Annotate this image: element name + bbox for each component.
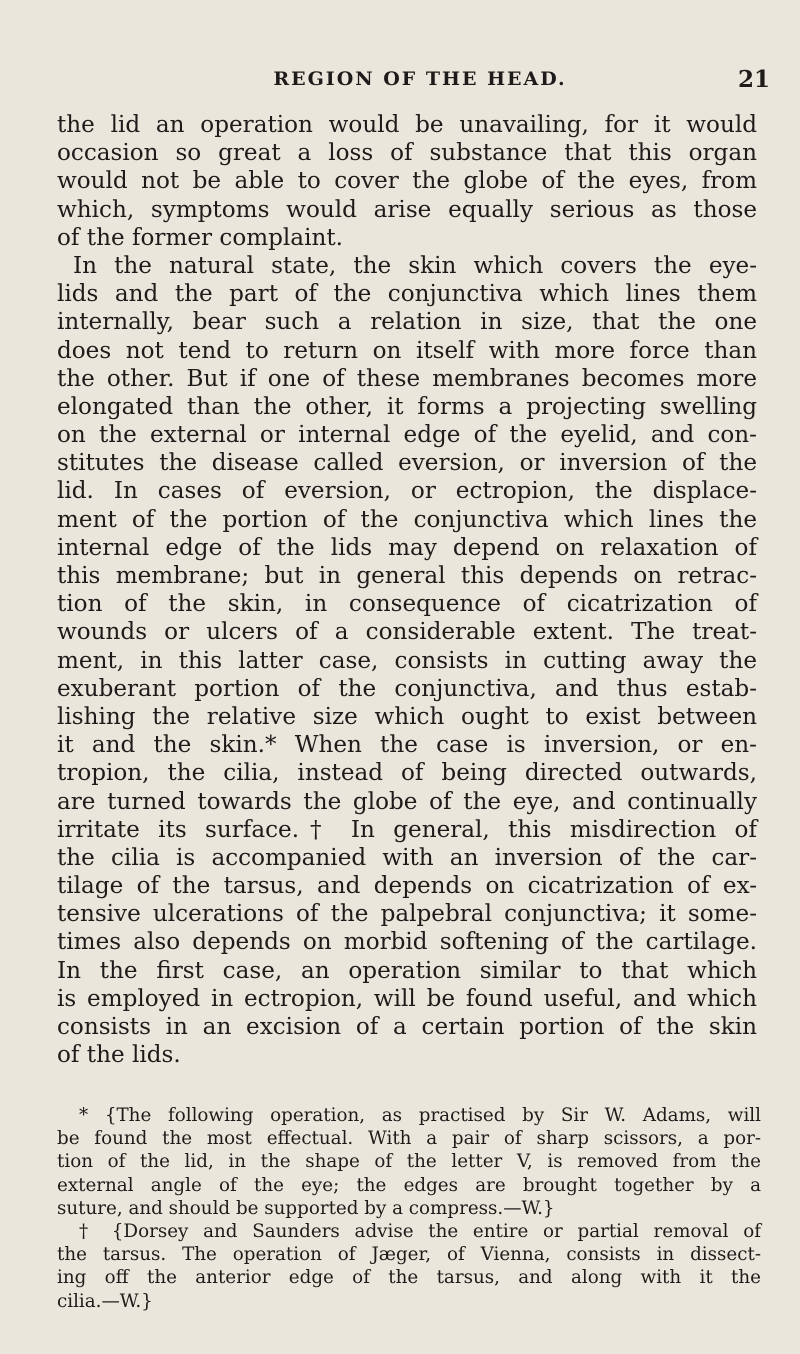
text-line: the lid an operation would be unavailing, for it would (57, 112, 757, 138)
text-line: lid. In cases of eversion, or ectropion, the displace- (57, 478, 757, 505)
running-head (60, 68, 780, 98)
footnote-line: † {Dorsey and Saunders advise the entire or partial removal of (79, 1220, 761, 1242)
text-line: ment, in this latter case, consists in cutting away the (57, 647, 757, 674)
footnote-line: cilia.—W.} (57, 1290, 153, 1312)
text-line: tilage of the tarsus, and depends on cicatrization of ex- (57, 873, 757, 900)
text-line: irritate its surface.† In general, this misdirection of (57, 816, 757, 843)
text-line: elongated than the other, it forms a projecting swelling (57, 393, 757, 420)
text-line: occasion so great a loss of substance that this organ (57, 140, 757, 167)
page-number: 21 (737, 66, 770, 93)
text-line: internally, bear such a relation in size, that the one (57, 309, 757, 336)
text-line: consists in an excision of a certain portion of the skin (57, 1014, 757, 1040)
text-line: tion of the skin, in consequence of cicatrization of (57, 591, 757, 618)
footnote-line: suture, and should be supported by a compress.—W.} (57, 1197, 555, 1219)
footnote-line: tion of the lid, in the shape of the letter V, is removed from the (57, 1151, 761, 1173)
running-title: REGION OF THE HEAD. (273, 68, 567, 90)
text-line: internal edge of the lids may depend on relaxation of (57, 534, 757, 561)
footnote-line: be found the most effectual. With a pair of sharp scissors, a por- (57, 1128, 761, 1150)
text-line: exuberant portion of the conjunctiva, and thus estab- (57, 675, 757, 702)
text-line: In the natural state, the skin which covers the eye- (73, 252, 757, 279)
text-line: does not tend to return on itself with more force than (57, 337, 757, 364)
footnote-line: external angle of the eye; the edges are brought together by a (57, 1174, 761, 1196)
text-line: tensive ulcerations of the palpebral conjunctiva; it some- (57, 901, 757, 928)
text-line: the other. But if one of these membranes becomes more (57, 365, 757, 392)
text-line: is employed in ectropion, will be found useful, and which (57, 985, 757, 1012)
body-text (57, 111, 757, 1069)
text-line: the cilia is accompanied with an inversion of the car- (57, 844, 757, 871)
text-line: which, symptoms would arise equally serious as those (57, 196, 757, 223)
text-line: stitutes the disease called eversion, or inversion of the (57, 450, 757, 477)
text-line: of the former complaint. (57, 224, 343, 251)
text-line: are turned towards the globe of the eye, and continually (57, 788, 757, 815)
text-line: of the lids. (57, 1042, 181, 1069)
text-line: wounds or ulcers of a considerable extent. The treat- (57, 619, 757, 646)
text-line: ment of the portion of the conjunctiva which lines the (57, 506, 757, 533)
text-line: times also depends on morbid softening of the cartilage. (57, 929, 757, 956)
footnotes (57, 1104, 761, 1313)
text-line: it and the skin.* When the case is inversion, or en- (57, 732, 757, 759)
text-line: would not be able to cover the globe of the eyes, from (57, 168, 757, 195)
text-line: on the external or internal edge of the eyelid, and con- (57, 422, 757, 449)
text-line: lids and the part of the conjunctiva which lines them (57, 281, 757, 308)
text-line: lishing the relative size which ought to exist between (57, 703, 757, 730)
text-line: In the first case, an operation similar to that which (57, 957, 757, 984)
footnote-line: * {The following operation, as practised by Sir W. Adams, will (79, 1105, 761, 1126)
text-line: tropion, the cilia, instead of being directed outwards, (57, 760, 757, 787)
text-line: this membrane; but in general this depends on retrac- (57, 563, 757, 589)
footnote-line: ing off the anterior edge of the tarsus, and along with it the (57, 1267, 761, 1289)
footnote-line: the tarsus. The operation of Jæger, of Vienna, consists in dissect- (57, 1244, 761, 1266)
